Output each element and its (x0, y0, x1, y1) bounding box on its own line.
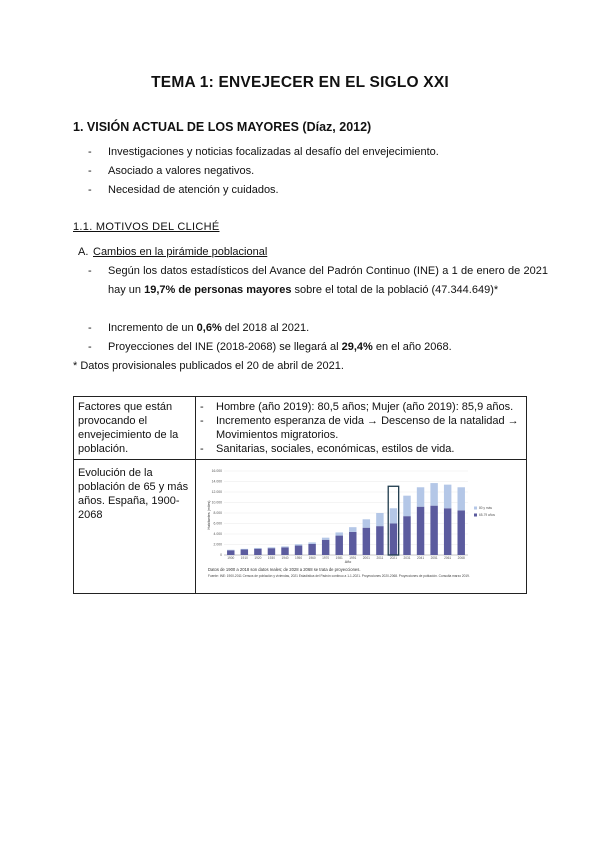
x-tick-label: 2001 (362, 556, 370, 560)
legend-swatch (474, 507, 477, 510)
y-tick-label: 8.000 (213, 511, 222, 516)
bar-segment (363, 528, 370, 555)
chart-source: Fuente: INE: 1900-2011 Censos de población y viviendas, 2021 Estadística del Padrón continuo a 1-1-2021. Proyecciones 2020-2068. Proyecciones de población. Consulta marzo 2019. (208, 574, 470, 578)
y-tick-label: 0 (220, 553, 222, 558)
x-tick-label: 1930 (267, 556, 275, 560)
y-tick-label: 4.000 (213, 532, 222, 537)
bar-segment (308, 544, 315, 555)
x-tick-label: 1981 (335, 556, 343, 560)
y-tick-label: 2.000 (213, 542, 222, 547)
x-tick-label: 2068 (457, 556, 465, 560)
legend-label: 80 y más (479, 506, 492, 510)
bar-segment (281, 547, 288, 555)
legend-label: 65-79 años (479, 513, 495, 517)
x-tick-label: 2031 (403, 556, 411, 560)
bar-segment (390, 508, 397, 523)
list-item: - Asociado a valores negativos. (88, 162, 439, 181)
list-item: - Sanitarias, sociales, económicas, estilos de vida. (200, 442, 522, 456)
bar-segment (417, 507, 424, 555)
bar-segment (417, 487, 424, 506)
bar-segment (457, 510, 464, 555)
bar-segment (268, 548, 275, 555)
bar-segment (241, 549, 248, 555)
section-heading-1: 1. VISIÓN ACTUAL DE LOS MAYORES (Díaz, 2012) (73, 120, 372, 134)
table-cell-chart (196, 460, 527, 594)
page-title: TEMA 1: ENVEJECER EN EL SIGLO XXI (151, 74, 449, 91)
y-tick-label: 16.000 (211, 469, 222, 474)
legend-swatch (474, 514, 477, 517)
bar-segment (390, 524, 397, 556)
subsection-label: Cambios en la pirámide poblacional (93, 246, 268, 258)
section-heading-1-1: 1.1. MOTIVOS DEL CLICHÉ (73, 221, 220, 233)
table-cell-factors-list (196, 397, 527, 460)
sub-item-text: Según los datos estadísticos del Avance del Padrón Continuo (INE) a 1 de enero de 2021 hay un 19,7% de personas mayores sobre el total de la població (47.344.649)* (108, 265, 548, 296)
section1-bullet-list (88, 143, 439, 200)
table-row (74, 397, 527, 460)
population-chart (200, 463, 522, 587)
bar-segment (227, 550, 234, 551)
y-tick-label: 14.000 (211, 479, 222, 484)
list-item: - Incremento esperanza de vida → Descenso de la natalidad → Movimientos migratorios. (200, 414, 522, 442)
x-tick-label: 2021 (389, 556, 397, 560)
list-item: - Investigaciones y noticias focalizadas al desafío del envejecimiento. (88, 143, 439, 162)
bar-segment (254, 549, 261, 555)
x-tick-label: 2051 (430, 556, 438, 560)
bar-segment (376, 513, 383, 526)
bar-segment (308, 542, 315, 544)
bar-segment (281, 546, 288, 547)
bar-segment (349, 527, 356, 532)
chart-legend (474, 506, 495, 517)
bar-segment (335, 536, 342, 555)
bar-segment (322, 540, 329, 555)
table-row (74, 460, 527, 594)
x-tick-label: 2041 (417, 556, 425, 560)
bar-segment (254, 548, 261, 549)
sub-item-text: Proyecciones del INE (2018-2068) se llegará al 29,4% en el año 2068. (108, 341, 452, 353)
bar-segment (335, 532, 342, 535)
x-tick-label: 1960 (308, 556, 316, 560)
list-item: - Necesidad de atención y cuidados. (88, 181, 439, 200)
bar-segment (403, 496, 410, 516)
bar-segment (241, 549, 248, 550)
chart-y-label: Habitantes (miles) (207, 500, 211, 530)
list-item: - Hombre (año 2019): 80,5 años; Mujer (año 2019): 85,9 años. (200, 400, 522, 414)
bar-segment (430, 483, 437, 506)
x-tick-label: 1950 (295, 556, 303, 560)
bar-segment (268, 547, 275, 548)
table-cell-factors: Factores que están provocando el envejecimiento de la población. (74, 397, 196, 460)
table-cell-evolution: Evolución de la población de 65 y más años. España, 1900-2068 (74, 460, 196, 594)
bar-segment (322, 538, 329, 540)
chart-bars (227, 483, 465, 555)
x-tick-label: 1940 (281, 556, 289, 560)
chart-x-label: Año (344, 560, 352, 564)
x-tick-label: 1970 (322, 556, 330, 560)
bar-segment (363, 519, 370, 527)
info-table (73, 396, 527, 594)
x-tick-label: 1920 (254, 556, 262, 560)
bar-segment (430, 506, 437, 555)
sub-item-text: Incremento de un 0,6% del 2018 al 2021. (108, 322, 310, 334)
x-tick-label: 1900 (227, 556, 235, 560)
bar-segment (295, 546, 302, 555)
x-tick-label: 1910 (240, 556, 248, 560)
chart-source-note: Datos de 1900 a 2018 son datos reales; de 2028 a 2068 se trata de proyecciones. (208, 567, 361, 572)
x-tick-label: 2061 (444, 556, 452, 560)
y-tick-label: 10.000 (211, 500, 222, 505)
footnote: * Datos provisionales publicados el 20 de abril de 2021. (73, 360, 344, 372)
bar-segment (376, 526, 383, 555)
subsection-a (78, 246, 267, 258)
x-tick-label: 2011 (376, 556, 384, 560)
x-tick-label: 1991 (349, 556, 357, 560)
bar-segment (403, 516, 410, 555)
bar-segment (457, 487, 464, 510)
chart-y-ticks (212, 469, 222, 557)
bar-segment (227, 550, 234, 555)
bar-segment (444, 485, 451, 509)
y-tick-label: 6.000 (213, 521, 222, 526)
y-tick-label: 12.000 (211, 490, 222, 495)
subsection-letter: A. (78, 246, 89, 258)
bar-segment (349, 532, 356, 555)
bar-segment (444, 508, 451, 555)
bar-segment (295, 544, 302, 545)
